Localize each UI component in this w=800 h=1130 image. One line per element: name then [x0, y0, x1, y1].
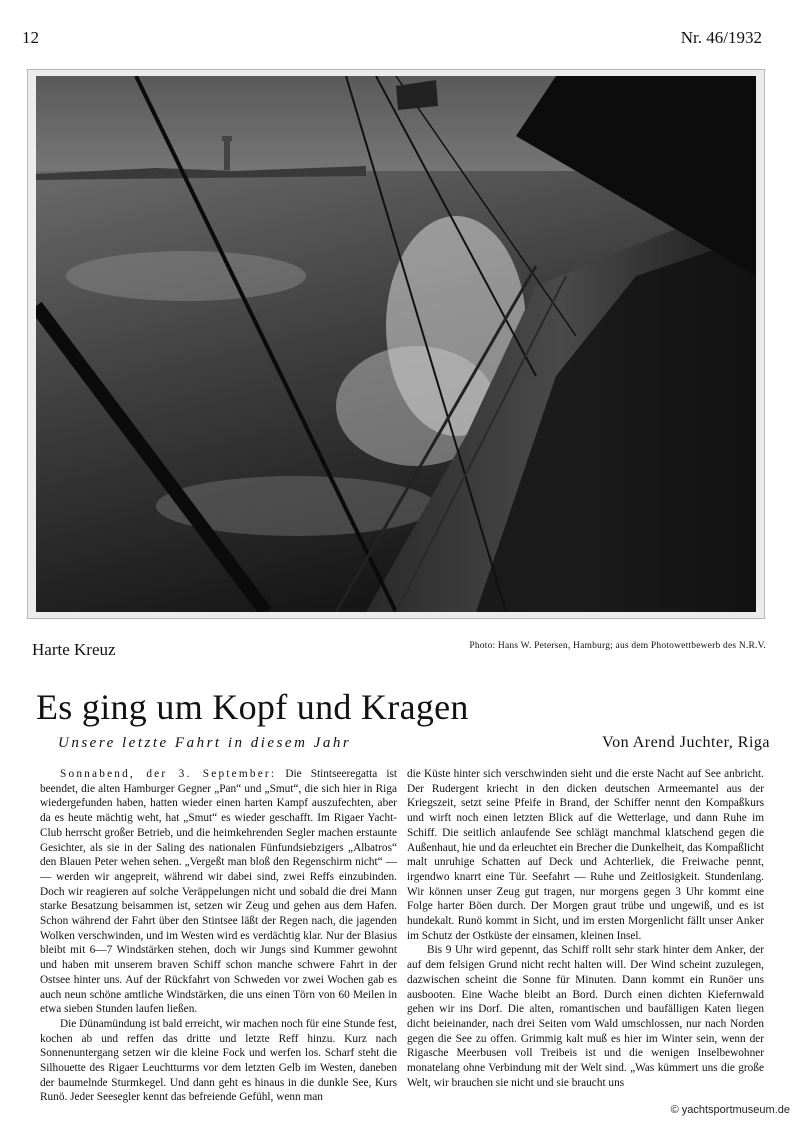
article-paragraph: [40, 767, 397, 1017]
article-paragraph: Die Dünamündung ist bald erreicht, wir machen noch für eine Stunde fest, kochen ab und reffen das dritte und letzte Reff hinzu. Kurz nach Sonnenuntergang setzen wir die kleine Fock und werfen los. Scharf steht die Silhouette des Rigaer Leuchtturms vor dem letzten Gelb im Westen, daneben der baumelnde Sturmkegel. Und dann geht es hinaus in die dunkle See, Kurs Runö. Jeder Seesegler kennt das befreiende Gefühl, wenn man: [40, 1017, 397, 1104]
photo-credit: Photo: Hans W. Petersen, Hamburg; aus dem Photowettbewerb des N.R.V.: [469, 641, 766, 651]
issue-number: Nr. 46/1932: [680, 28, 762, 47]
date-lead: Sonnabend, der 3. September:: [60, 768, 277, 780]
article-title: Es ging um Kopf und Kragen: [36, 687, 469, 727]
watermark: © yachtsportmuseum.de: [670, 1104, 790, 1116]
photo-caption: Harte Kreuz: [32, 640, 116, 659]
paragraph-text: Die Stintseeregatta ist beendet, die alten Hamburger Gegner „Pan“ und „Smut“, die sich hier in Riga wiedergefunden haben, hatten wieder einen harten Kampf auszufechten, aber da es heute mächtig weht, hat „Smut“ es wieder geschafft. Im Rigaer Yacht-Club herrscht großer Betrieb, und die heimkehrenden Segler machen erstaunte Gesichter, als sie in der Saling des nationalen Fünfundsiebzigers „Albatros“ den Blauen Peter wehen sehen. „Vergeßt man bloß den Regenschirm nicht“ — — werden wir angepreit, während wir dabei sind, zwei Reffs einzubinden. Doch wir reagieren auf solche Veräppelungen nicht und sobald die drei Mann starke Besatzung beisammen ist, setzen wir Zeug und gehen aus dem Hafen. Schon während der Fahrt über den Stintsee läßt der Regen nach, die jagenden Wolken verschwinden, und im Westen wird es verdächtig klar. Nur der Blasius bleibt mit 6—7 Windstärken stehen, doch wir Jungs sind Kummer gewohnt und haben mit unserem braven Schiff schon manche schwere Fahrt in der Ostsee hinter uns. Auf der Rückfahrt von Schweden vor zwei Wochen gab es auch neun schöne amtliche Windstärken, die uns einen Törn von 60 Meilen in etwa sieben Stunden laufen ließen.: [40, 768, 397, 1016]
article-paragraph: Bis 9 Uhr wird gepennt, das Schiff rollt sehr stark hinter dem Anker, der auf dem felsigen Grund nicht recht halten will. Der Wind scheint zuzulegen, dazwischen scheint die Sonne für Minuten. Dann kommt ein Runöer uns ausbooten. Eine Wache bleibt an Bord. Durch einen dichten Kiefernwald gehen wir ins Dorf. Die alten, romantischen und baufälligen Katen liegen dicht beieinander, nach drei Seiten vom Wald umschlossen, nur nach Norden gegen die See zu offen. Grimmig kalt muß es hier im Winter sein, wenn der Rigasche Meerbusen voll Treibeis ist und die wenigen Inselbewohner monatelang ohne Verbindung mit der Welt sind. „Was kümmert uns die große Welt, wir brauchen sie nicht und sie braucht uns: [407, 944, 764, 1089]
article-byline: Von Arend Juchter, Riga: [602, 734, 770, 751]
article-paragraph: die Küste hinter sich verschwinden sieht und die erste Nacht auf See anbricht. Der Rudergent kriecht in den dicken deutschen Armeemantel aus der Kriegszeit, setzt seine Pfeife in Brand, der Schiffer nennt den Kompaßkurs und wirft noch einen letzten Blick auf die Wetterlage, und dann Ruhe im Schiff. Die seitlich anlaufende See schlägt manchmal klatschend gegen die Außenhaut, hie und da erleuchtet ein Brecher die Dunkelheit, das Kompaßlicht malt unruhige Schatten auf Deck und Achterliek, die Freiwache pennt, irgendwo knarrt eine Tür. Seefahrt — Ruhe und Zeitlosigkeit. Stundenlang. Wir können unser Zeug gut tragen, nur morgens gegen 3 Uhr kommt eine Folge harter Böen durch. Der Morgen graut trübe und ungewiß, und es ist hundekalt. Runö kommt in Sicht, und im ersten Morgenlicht fällt unser Anker im Schutz der Ostküste der einsamen, kleinen Insel.: [407, 768, 764, 942]
article-subtitle: Unsere letzte Fahrt in diesem Jahr: [58, 735, 352, 751]
article-column-left: [40, 767, 397, 1105]
sailing-photo: [36, 76, 756, 612]
article-column-right: [407, 767, 764, 1090]
page-number: 12: [22, 28, 39, 47]
photo-frame: [27, 69, 765, 619]
